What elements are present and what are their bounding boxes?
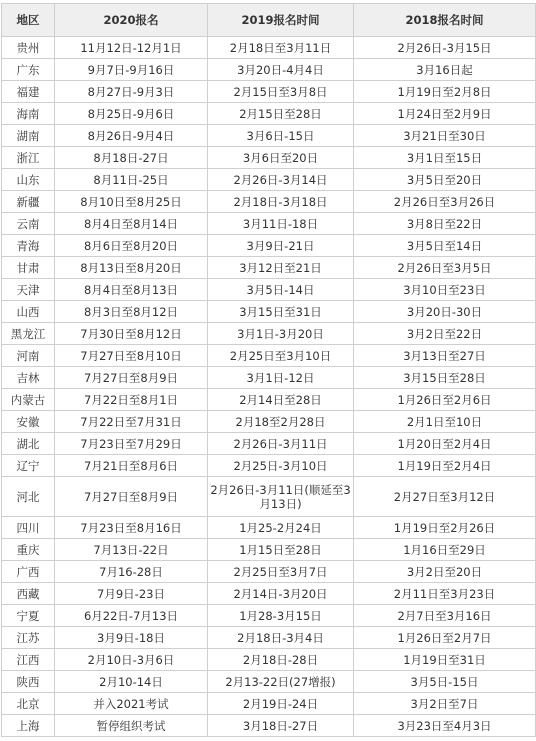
cell-region: 吉林: [2, 367, 55, 389]
cell-2018-registration-time: 2月27日至3月12日: [354, 477, 536, 517]
cell-2019-registration-time: 2月18日-3月4日: [208, 627, 354, 649]
cell-2020-registration: 7月27日至8月9日: [55, 477, 208, 517]
cell-2020-registration: 8月25日-9月6日: [55, 103, 208, 125]
cell-2018-registration-time: 1月20日至2月4日: [354, 433, 536, 455]
cell-2018-registration-time: 1月26日至2月6日: [354, 389, 536, 411]
cell-2020-registration: 7月27日至8月9日: [55, 367, 208, 389]
cell-2019-registration-time: 2月25日至3月7日: [208, 561, 354, 583]
cell-2019-registration-time: 1月15日至28日: [208, 539, 354, 561]
cell-2019-registration-time: 1月25-2月24日: [208, 517, 354, 539]
cell-2019-registration-time: 2月25日-3月10日: [208, 455, 354, 477]
cell-2020-registration: 7月27日至8月10日: [55, 345, 208, 367]
cell-2020-registration: 7月22日至7月31日: [55, 411, 208, 433]
cell-region: 海南: [2, 103, 55, 125]
cell-2020-registration: 8月11日-25日: [55, 169, 208, 191]
table-row: [2, 323, 536, 345]
cell-2019-registration-time: 2月14日至28日: [208, 389, 354, 411]
cell-2020-registration: 7月21日至8月6日: [55, 455, 208, 477]
table-row: [2, 279, 536, 301]
cell-2020-registration: 9月7日-9月16日: [55, 59, 208, 81]
cell-2019-registration-time: 2月18日至3月11日: [208, 37, 354, 59]
cell-2018-registration-time: 2月1日至10日: [354, 411, 536, 433]
table-row: [2, 235, 536, 257]
table-row: [2, 301, 536, 323]
table-row: [2, 257, 536, 279]
cell-2019-registration-time: 3月6日-15日: [208, 125, 354, 147]
cell-2019-registration-time: 3月1日-12日: [208, 367, 354, 389]
table-row: [2, 477, 536, 517]
cell-region: 广东: [2, 59, 55, 81]
cell-2019-registration-time: 2月13-22日(27增报): [208, 671, 354, 693]
cell-2019-registration-time: 1月28-3月15日: [208, 605, 354, 627]
table-row: [2, 693, 536, 715]
cell-2019-registration-time: 3月5日-14日: [208, 279, 354, 301]
cell-region: 广西: [2, 561, 55, 583]
cell-2019-registration-time: 3月9日-21日: [208, 235, 354, 257]
cell-2018-registration-time: 2月26日至3月5日: [354, 257, 536, 279]
cell-2018-registration-time: 3月5日至20日: [354, 169, 536, 191]
cell-2020-registration: 6月22日-7月13日: [55, 605, 208, 627]
table-row: [2, 517, 536, 539]
cell-region: 河北: [2, 477, 55, 517]
registration-schedule-table: [1, 3, 536, 737]
cell-2018-registration-time: 3月10日至23日: [354, 279, 536, 301]
table-row: [2, 627, 536, 649]
cell-2018-registration-time: 3月16日起: [354, 59, 536, 81]
cell-2020-registration: 8月4日至8月14日: [55, 213, 208, 235]
cell-2019-registration-time: 2月26日-3月14日: [208, 169, 354, 191]
cell-region: 贵州: [2, 37, 55, 59]
cell-2018-registration-time: 3月1日至15日: [354, 147, 536, 169]
cell-2019-registration-time: 2月25日至3月10日: [208, 345, 354, 367]
cell-region: 上海: [2, 715, 55, 737]
cell-2018-registration-time: 1月24日至2月9日: [354, 103, 536, 125]
table-row: [2, 37, 536, 59]
cell-2018-registration-time: 1月19日至2月4日: [354, 455, 536, 477]
cell-2018-registration-time: 2月26日至3月26日: [354, 191, 536, 213]
cell-2020-registration: 8月13日至8月20日: [55, 257, 208, 279]
cell-2020-registration: 7月30日至8月12日: [55, 323, 208, 345]
cell-region: 甘肃: [2, 257, 55, 279]
cell-region: 四川: [2, 517, 55, 539]
cell-2018-registration-time: 3月15日至28日: [354, 367, 536, 389]
cell-2018-registration-time: 3月5日至14日: [354, 235, 536, 257]
cell-region: 安徽: [2, 411, 55, 433]
table-row: [2, 539, 536, 561]
cell-2019-registration-time: 3月11日-18日: [208, 213, 354, 235]
cell-region: 重庆: [2, 539, 55, 561]
cell-2018-registration-time: 2月11日至3月23日: [354, 583, 536, 605]
cell-2019-registration-time: 2月26日-3月11日(顺延至3月13日): [208, 477, 354, 517]
cell-2020-registration: 8月10日至8月25日: [55, 191, 208, 213]
cell-2020-registration: 8月18日-27日: [55, 147, 208, 169]
cell-2019-registration-time: 3月15日至31日: [208, 301, 354, 323]
header-row: [2, 4, 536, 37]
cell-region: 青海: [2, 235, 55, 257]
cell-2019-registration-time: 2月19日-24日: [208, 693, 354, 715]
cell-region: 辽宁: [2, 455, 55, 477]
cell-2020-registration: 暂停组织考试: [55, 715, 208, 737]
cell-2019-registration-time: 3月18日-27日: [208, 715, 354, 737]
table-row: [2, 605, 536, 627]
cell-2018-registration-time: 2月7日至3月16日: [354, 605, 536, 627]
cell-2018-registration-time: 2月26日-3月15日: [354, 37, 536, 59]
table-row: [2, 191, 536, 213]
cell-region: 内蒙古: [2, 389, 55, 411]
cell-2019-registration-time: 3月12日至21日: [208, 257, 354, 279]
cell-2018-registration-time: 3月2日至7日: [354, 693, 536, 715]
column-header-region: 地区: [2, 4, 55, 37]
cell-region: 新疆: [2, 191, 55, 213]
cell-2020-registration: 2月10-14日: [55, 671, 208, 693]
cell-2020-registration: 7月22日至8月1日: [55, 389, 208, 411]
cell-2018-registration-time: 1月16日至29日: [354, 539, 536, 561]
table-row: [2, 455, 536, 477]
cell-2018-registration-time: 3月5日-15日: [354, 671, 536, 693]
table-row: [2, 81, 536, 103]
cell-2020-registration: 8月6日至8月20日: [55, 235, 208, 257]
cell-region: 西藏: [2, 583, 55, 605]
cell-2018-registration-time: 1月26日至2月7日: [354, 627, 536, 649]
cell-region: 山东: [2, 169, 55, 191]
cell-2019-registration-time: 2月18日-3月18日: [208, 191, 354, 213]
cell-2020-registration: 7月16-28日: [55, 561, 208, 583]
table-row: [2, 367, 536, 389]
column-header-2018-registration-time: 2018报名时间: [354, 4, 536, 37]
table-row: [2, 103, 536, 125]
cell-2019-registration-time: 3月20日-4月4日: [208, 59, 354, 81]
cell-2019-registration-time: 2月15日至3月8日: [208, 81, 354, 103]
cell-region: 江苏: [2, 627, 55, 649]
cell-2019-registration-time: 2月18至2月28日: [208, 411, 354, 433]
cell-2018-registration-time: 3月20日-30日: [354, 301, 536, 323]
cell-region: 黑龙江: [2, 323, 55, 345]
cell-2018-registration-time: 3月2日至20日: [354, 561, 536, 583]
cell-2018-registration-time: 3月21日至30日: [354, 125, 536, 147]
cell-2019-registration-time: 2月26日-3月11日: [208, 433, 354, 455]
cell-2020-registration: 7月13日-22日: [55, 539, 208, 561]
cell-region: 陕西: [2, 671, 55, 693]
table-row: [2, 561, 536, 583]
cell-2020-registration: 8月3日至8月12日: [55, 301, 208, 323]
column-header-2019-registration-time: 2019报名时间: [208, 4, 354, 37]
table-row: [2, 649, 536, 671]
column-header-2020-registration: 2020报名: [55, 4, 208, 37]
cell-2018-registration-time: 3月23日至4月3日: [354, 715, 536, 737]
table-body: [2, 37, 536, 737]
cell-2020-registration: 8月4日至8月13日: [55, 279, 208, 301]
table-row: [2, 213, 536, 235]
cell-2018-registration-time: 1月19日至31日: [354, 649, 536, 671]
cell-2019-registration-time: 2月15日至28日: [208, 103, 354, 125]
cell-2020-registration: 11月12日-12月1日: [55, 37, 208, 59]
cell-2019-registration-time: 2月18日-28日: [208, 649, 354, 671]
cell-region: 云南: [2, 213, 55, 235]
cell-2020-registration: 7月9日-23日: [55, 583, 208, 605]
table-row: [2, 715, 536, 737]
cell-2020-registration: 8月27日-9月3日: [55, 81, 208, 103]
cell-2018-registration-time: 3月2日至22日: [354, 323, 536, 345]
registration-table-wrapper: [1, 0, 535, 737]
cell-region: 宁夏: [2, 605, 55, 627]
cell-2018-registration-time: 3月13日至27日: [354, 345, 536, 367]
cell-2019-registration-time: 3月6日至20日: [208, 147, 354, 169]
table-row: [2, 169, 536, 191]
cell-region: 湖北: [2, 433, 55, 455]
cell-region: 天津: [2, 279, 55, 301]
cell-2020-registration: 2月10日-3月6日: [55, 649, 208, 671]
cell-2019-registration-time: 3月1日-3月20日: [208, 323, 354, 345]
cell-region: 江西: [2, 649, 55, 671]
cell-region: 浙江: [2, 147, 55, 169]
cell-2020-registration: 8月26日-9月4日: [55, 125, 208, 147]
table-row: [2, 345, 536, 367]
cell-2018-registration-time: 3月8日至22日: [354, 213, 536, 235]
table-row: [2, 411, 536, 433]
table-row: [2, 125, 536, 147]
table-row: [2, 147, 536, 169]
table-row: [2, 583, 536, 605]
cell-2020-registration: 3月9日-18日: [55, 627, 208, 649]
table-row: [2, 59, 536, 81]
cell-2020-registration: 并入2021考试: [55, 693, 208, 715]
cell-region: 河南: [2, 345, 55, 367]
cell-2018-registration-time: 1月19日至2月8日: [354, 81, 536, 103]
cell-region: 山西: [2, 301, 55, 323]
cell-2019-registration-time: 2月14日-3月20日: [208, 583, 354, 605]
table-row: [2, 389, 536, 411]
cell-2020-registration: 7月23日至7月29日: [55, 433, 208, 455]
cell-2020-registration: 7月23日至8月16日: [55, 517, 208, 539]
cell-region: 湖南: [2, 125, 55, 147]
cell-region: 福建: [2, 81, 55, 103]
table-row: [2, 433, 536, 455]
cell-region: 北京: [2, 693, 55, 715]
table-header: [2, 4, 536, 37]
cell-2018-registration-time: 1月19日至2月26日: [354, 517, 536, 539]
table-row: [2, 671, 536, 693]
